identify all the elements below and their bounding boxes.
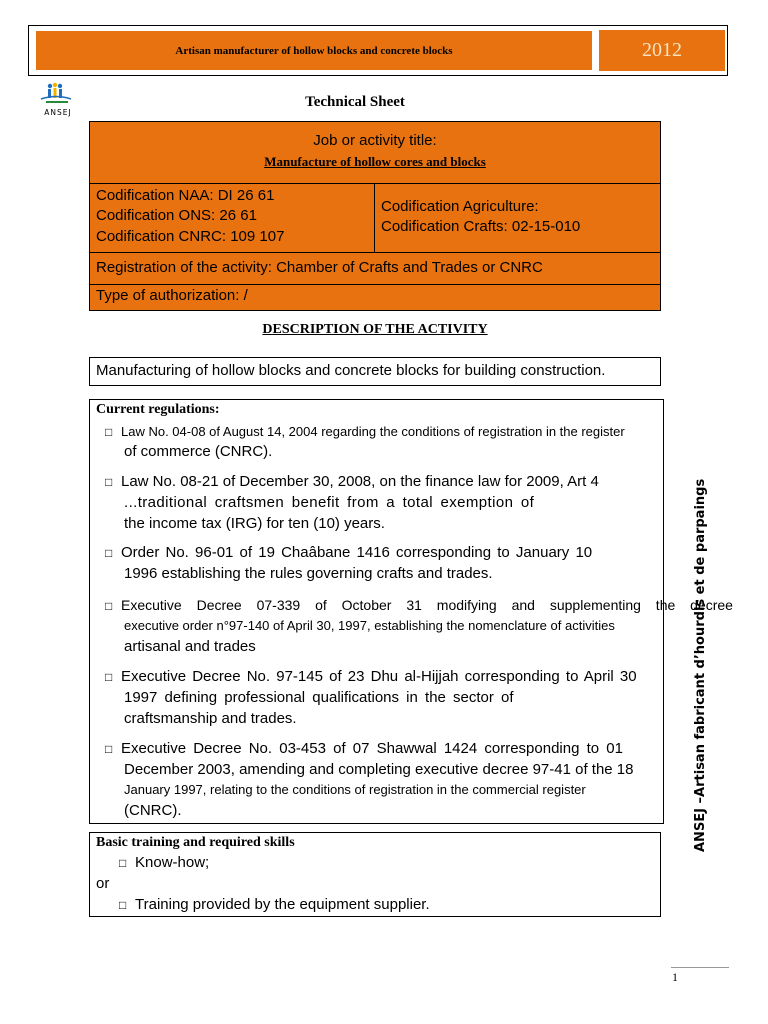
description-heading: DESCRIPTION OF THE ACTIVITY [262, 322, 488, 337]
checkbox-bullet-icon: □ [105, 670, 113, 684]
page-number-rule [671, 967, 729, 968]
header-year: 2012 [642, 39, 682, 61]
sheet-title: Technical Sheet [305, 94, 405, 110]
skill-item: Know-how; [135, 854, 210, 871]
page-number: 1 [672, 970, 678, 984]
skill-item: Training provided by the equipment supplier. [135, 896, 430, 913]
checkbox-bullet-icon: □ [119, 856, 127, 870]
job-title-value: Manufacture of hollow cores and blocks [264, 154, 486, 169]
checkbox-bullet-icon: □ [105, 546, 113, 560]
checkbox-bullet-icon: □ [119, 898, 127, 912]
header-title-cell [35, 30, 593, 71]
codification-crafts: Codification Crafts: 02-15-010 [381, 218, 581, 235]
checkbox-bullet-icon: □ [105, 599, 113, 613]
header-year-cell [599, 30, 725, 71]
header-title: Artisan manufacturer of hollow blocks and concrete blocks [175, 44, 453, 57]
side-text: ANSEJ –Artisan fabricant d’hourdis et de parpaings [693, 478, 708, 852]
identification-table [89, 121, 661, 311]
regulations-box: Current regulations: □ Law No. 04-08 of August 14, 2004 regarding the conditions of registration in the register of commerce (CNRC). □ Law No. 08-21 of December 30, 2008, on the finance law for 2009, Art 4 ...traditional craftsmen benefit from a total exemption of the income tax (IRG) for ten (10) years. □ Order No. 96-01 of 19 Chaâbane 1416 corresponding to January 10 1996 establishing the rules governing crafts and trades. □ Executive Decree 07-339 of October 31 modifying and supplementing the decree executive order n°97-140 of April 30, 1997, establishing the nomenclature of activities artisanal and trades □ Executive Decree No. 97-145 of 23 Dhu al-Hijjah corresponding to April 30 1997 defining professional qualifications in the sector of craftsmanship and trades. □ Executive Decree No. 03-453 of 07 Shawwal 1424 corresponding to 01 December 2003, amending and completing executive decree 97-41 of the 18 January 1997, relating to the conditions of registration in the commercial register (CNRC). [89, 399, 664, 824]
codification-agriculture: Codification Agriculture: [381, 198, 539, 215]
activity-registration: Registration of the activity: Chamber of Crafts and Trades or CNRC [96, 259, 543, 276]
regulations-title: Current regulations: [96, 402, 220, 417]
job-title-label: Job or activity title: [313, 132, 437, 149]
skills-title: Basic training and required skills [96, 835, 295, 850]
skills-or: or [96, 875, 110, 892]
skills-box [89, 832, 661, 917]
authorization-type: Type of authorization: / [96, 287, 248, 304]
checkbox-bullet-icon: □ [105, 425, 113, 439]
checkbox-bullet-icon: □ [105, 475, 113, 489]
codification-cnrc: Codification CNRC: 109 107 [96, 228, 285, 245]
description-box [89, 357, 661, 386]
codification-naa: Codification NAA: DI 26 61 [96, 187, 275, 204]
activity-description: Manufacturing of hollow blocks and concrete blocks for building construction. [96, 362, 606, 379]
ansej-logo-icon [36, 80, 80, 118]
codification-ons: Codification ONS: 26 61 [96, 207, 257, 224]
checkbox-bullet-icon: □ [105, 742, 113, 756]
svg-text:ANSEJ: ANSEJ [44, 108, 72, 117]
